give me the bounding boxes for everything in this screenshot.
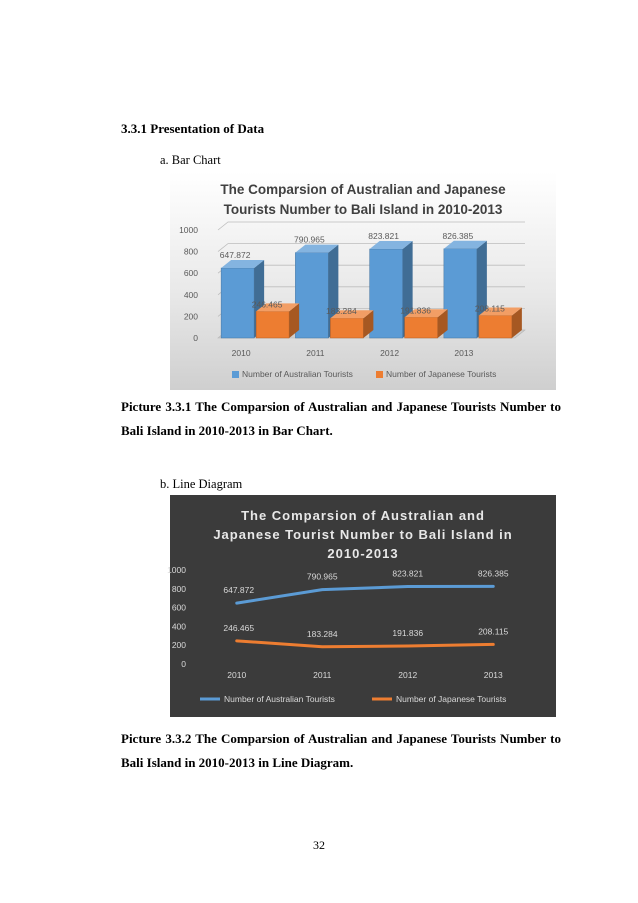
legend-entry: Number of Australian Tourists [242, 369, 353, 379]
data-label: 823.821 [392, 568, 424, 579]
legend-entry: Number of Japanese Tourists [386, 369, 497, 379]
data-label: 790.965 [306, 571, 338, 582]
bar-japanese [405, 317, 438, 338]
legend-entry: Number of Australian Tourists [224, 694, 335, 704]
y-tick-label: 400 [171, 621, 186, 632]
chart-title-line: 2010-2013 [327, 546, 399, 561]
line-chart-container [167, 495, 556, 717]
chart-title-line: The Comparsion of Australian and Japanese [220, 182, 506, 197]
y-tick-label: 200 [183, 311, 198, 322]
bar-chart-label: a. Bar Chart [160, 153, 221, 167]
data-label: 183.284 [326, 306, 357, 317]
chart-title-line: Tourists Number to Bali Island in 2010-2013 [223, 202, 503, 217]
series-line-japanese [237, 641, 494, 647]
y-tick-label: 400 [183, 289, 198, 300]
data-label: 208.115 [474, 303, 505, 314]
chart-title-line: Japanese Tourist Number to Bali Island in [213, 527, 513, 542]
y-tick-label: 0 [193, 333, 198, 343]
bar-chart-caption: Picture 3.3.1 The Comparsion of Australian and Japanese Tourists Number to Bali Island in 2010-2013 in Bar Chart. [121, 399, 561, 438]
bar-australian [221, 268, 254, 338]
data-label: 191.836 [400, 305, 431, 316]
data-label: 647.872 [223, 585, 255, 596]
bar-japanese [479, 316, 512, 338]
legend-swatch [232, 371, 239, 378]
section-heading: 3.3.1 Presentation of Data [121, 121, 265, 136]
data-label: 647.872 [219, 250, 251, 261]
y-tick-label: 800 [171, 583, 186, 594]
page-number: 32 [313, 838, 325, 852]
y-tick-label: 200 [171, 640, 186, 651]
x-tick-label: 2012 [380, 348, 400, 358]
legend-swatch [376, 371, 383, 378]
data-label: 826.385 [477, 568, 509, 579]
x-tick-label: 2013 [454, 348, 474, 358]
gridline [218, 222, 525, 230]
bar-chart [170, 172, 556, 390]
x-tick-label: 2013 [483, 670, 503, 680]
x-tick-label: 2011 [306, 348, 325, 358]
x-tick-label: 2010 [231, 348, 251, 358]
line-diagram-label: b. Line Diagram [160, 477, 243, 491]
data-label: 191.836 [392, 627, 424, 638]
data-label: 208.115 [478, 626, 509, 637]
bar-japanese [330, 318, 363, 338]
line-chart [167, 495, 556, 717]
y-tick-label: 800 [183, 246, 198, 257]
bar-australian [444, 249, 477, 338]
legend-entry: Number of Japanese Tourists [396, 694, 507, 704]
y-tick-label: 1000 [167, 565, 186, 575]
x-tick-label: 2010 [227, 670, 247, 680]
bar-australian [370, 249, 403, 338]
data-label: 823.821 [368, 231, 399, 242]
x-tick-label: 2011 [313, 670, 332, 680]
bar-japanese [256, 311, 289, 338]
line-chart-caption: Picture 3.3.2 The Comparsion of Australian and Japanese Tourists Number to Bali Island in 2010-2013 in Line Diagram. [121, 731, 561, 770]
series-line-australian [237, 586, 494, 603]
bar-chart-container [170, 172, 556, 390]
y-tick-label: 600 [183, 268, 198, 279]
y-tick-label: 600 [171, 602, 186, 613]
data-label: 246.465 [223, 622, 255, 633]
bar-australian [295, 253, 328, 338]
y-tick-label: 0 [181, 659, 186, 669]
chart-title-line: The Comparsion of Australian and [241, 508, 485, 523]
data-label: 246.465 [251, 299, 283, 310]
x-tick-label: 2012 [398, 670, 418, 680]
y-tick-label: 1000 [179, 225, 198, 235]
data-label: 183.284 [306, 628, 338, 639]
data-label: 826.385 [442, 230, 474, 241]
data-label: 790.965 [294, 234, 325, 245]
